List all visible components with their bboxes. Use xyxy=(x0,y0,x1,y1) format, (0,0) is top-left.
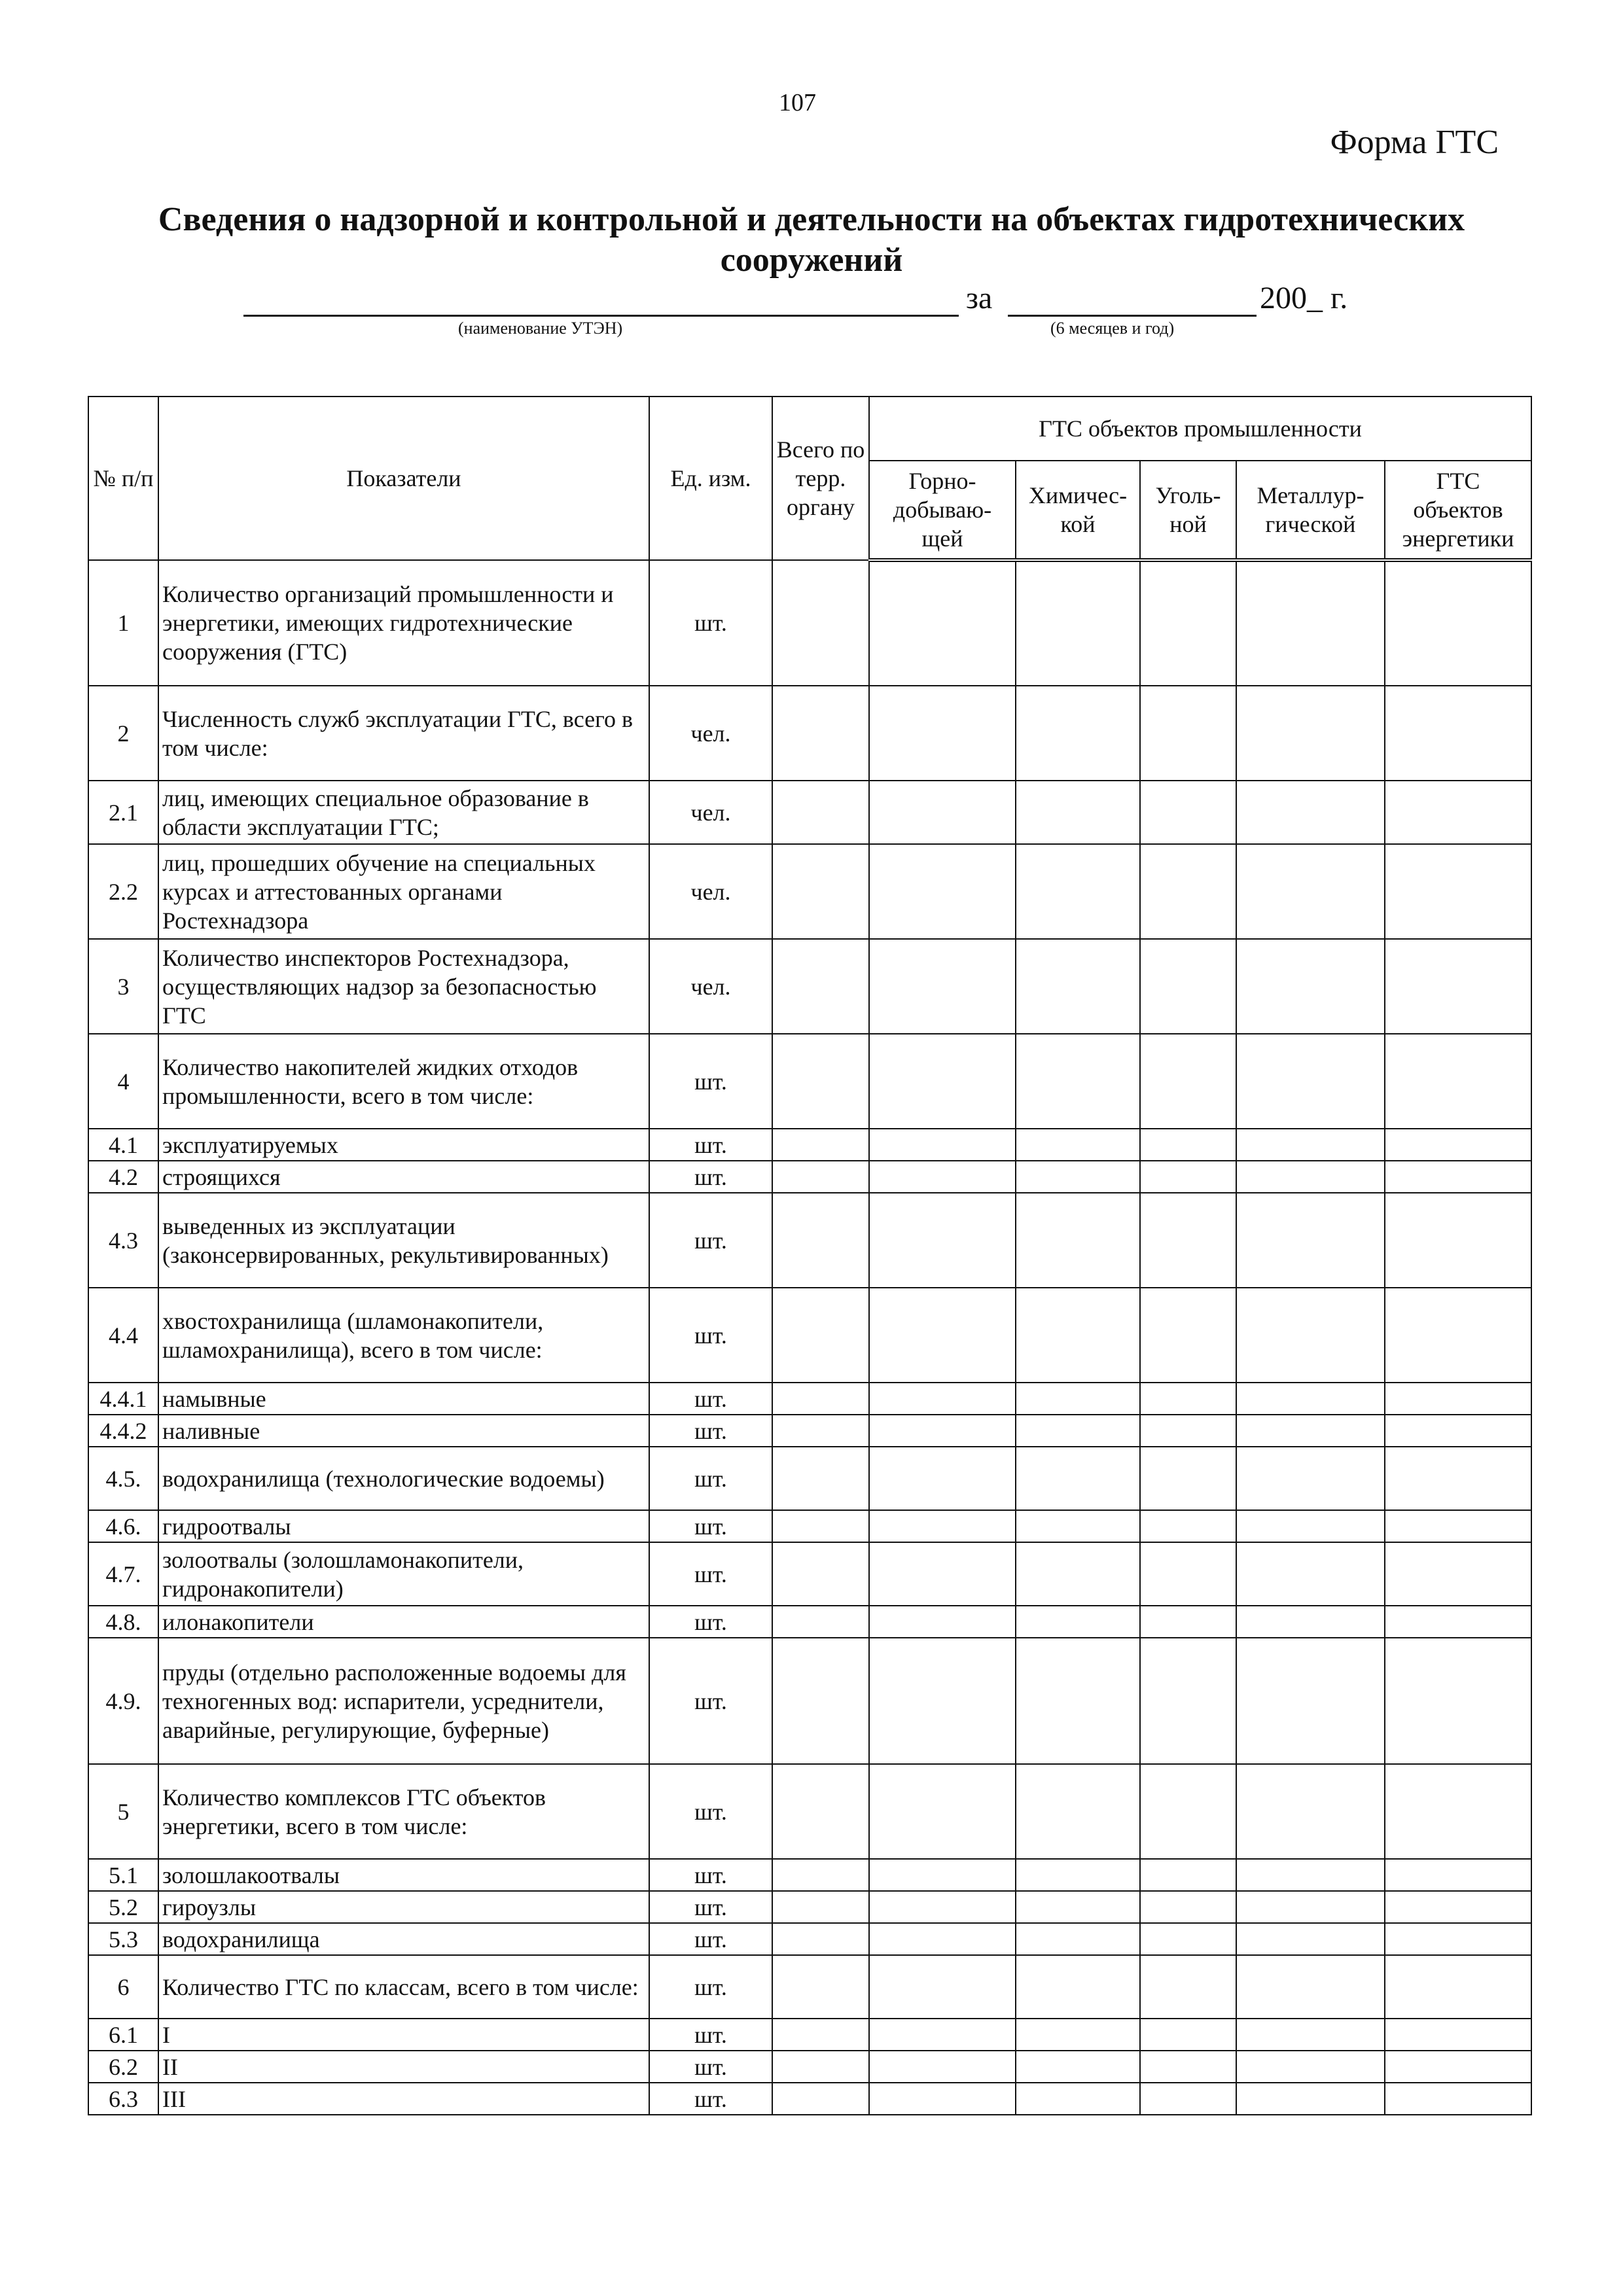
cell-mining[interactable] xyxy=(869,1193,1016,1288)
header-industry-group: ГТС объектов промышленности xyxy=(869,397,1531,461)
table-row xyxy=(88,1859,1531,1891)
cell-coal[interactable] xyxy=(1140,1955,1236,2019)
cell-coal[interactable] xyxy=(1140,2019,1236,2051)
cell-mining[interactable] xyxy=(869,2019,1016,2051)
row-number: 3 xyxy=(88,939,158,1034)
cell-chemical[interactable] xyxy=(1016,939,1140,1034)
cell-coal[interactable] xyxy=(1140,1288,1236,1383)
year-label: 200_ г. xyxy=(1260,281,1348,315)
cell-mining[interactable] xyxy=(869,1923,1016,1955)
row-number: 4.9. xyxy=(88,1638,158,1764)
cell-total[interactable] xyxy=(772,2083,869,2115)
table-row xyxy=(88,1638,1531,1764)
header-chemical: Химичес-кой xyxy=(1016,461,1140,560)
cell-metallurgical[interactable] xyxy=(1236,1606,1385,1638)
cell-chemical[interactable] xyxy=(1016,686,1140,781)
cell-mining[interactable] xyxy=(869,1542,1016,1606)
cell-metallurgical[interactable] xyxy=(1236,1510,1385,1542)
cell-chemical[interactable] xyxy=(1016,844,1140,939)
cell-energy[interactable] xyxy=(1385,1955,1531,2019)
row-number: 2.1 xyxy=(88,781,158,844)
cell-energy[interactable] xyxy=(1385,1638,1531,1764)
period-blank xyxy=(1008,315,1257,317)
cell-energy[interactable] xyxy=(1385,1542,1531,1606)
row-indicator: Количество ГТС по классам, всего в том числе: xyxy=(158,1955,649,2019)
row-indicator: Количество накопителей жидких отходов промышленности, всего в том числе: xyxy=(158,1034,649,1129)
row-unit: чел. xyxy=(649,844,772,939)
cell-energy[interactable] xyxy=(1385,1447,1531,1510)
table-row xyxy=(88,1510,1531,1542)
row-indicator: золоотвалы (золошламонакопители, гидронакопители) xyxy=(158,1542,649,1606)
cell-coal[interactable] xyxy=(1140,2083,1236,2115)
cell-coal[interactable] xyxy=(1140,781,1236,844)
cell-coal[interactable] xyxy=(1140,686,1236,781)
cell-energy[interactable] xyxy=(1385,1288,1531,1383)
cell-mining[interactable] xyxy=(869,1955,1016,2019)
cell-coal[interactable] xyxy=(1140,1415,1236,1447)
cell-metallurgical[interactable] xyxy=(1236,1129,1385,1161)
row-unit: шт. xyxy=(649,1193,772,1288)
cell-energy[interactable] xyxy=(1385,1764,1531,1859)
row-unit: шт. xyxy=(649,2051,772,2083)
cell-metallurgical[interactable] xyxy=(1236,1161,1385,1193)
table-row xyxy=(88,1193,1531,1288)
cell-coal[interactable] xyxy=(1140,1923,1236,1955)
cell-coal[interactable] xyxy=(1140,1764,1236,1859)
row-unit: чел. xyxy=(649,781,772,844)
cell-coal[interactable] xyxy=(1140,1891,1236,1923)
row-unit: шт. xyxy=(649,1161,772,1193)
row-unit: шт. xyxy=(649,2019,772,2051)
row-number: 6.3 xyxy=(88,2083,158,2115)
table-row xyxy=(88,1288,1531,1383)
table-row xyxy=(88,2019,1531,2051)
cell-energy[interactable] xyxy=(1385,1383,1531,1415)
cell-energy[interactable] xyxy=(1385,1859,1531,1891)
cell-mining[interactable] xyxy=(869,1161,1016,1193)
cell-metallurgical[interactable] xyxy=(1236,1859,1385,1891)
cell-coal[interactable] xyxy=(1140,1859,1236,1891)
cell-total[interactable] xyxy=(772,2019,869,2051)
cell-coal[interactable] xyxy=(1140,1193,1236,1288)
row-indicator: лиц, прошедших обучение на специальных курсах и аттестованных органами Ростехнадзора xyxy=(158,844,649,939)
table-row xyxy=(88,2083,1531,2115)
cell-total[interactable] xyxy=(772,1383,869,1415)
za-label: за xyxy=(966,281,993,315)
cell-mining[interactable] xyxy=(869,1764,1016,1859)
row-indicator: гироузлы xyxy=(158,1891,649,1923)
cell-metallurgical[interactable] xyxy=(1236,1764,1385,1859)
row-unit: шт. xyxy=(649,1383,772,1415)
cell-mining[interactable] xyxy=(869,686,1016,781)
cell-metallurgical[interactable] xyxy=(1236,1288,1385,1383)
cell-chemical[interactable] xyxy=(1016,1891,1140,1923)
row-unit: шт. xyxy=(649,1129,772,1161)
table-row xyxy=(88,1161,1531,1193)
row-number: 4.1 xyxy=(88,1129,158,1161)
cell-chemical[interactable] xyxy=(1016,1161,1140,1193)
cell-energy[interactable] xyxy=(1385,1891,1531,1923)
cell-chemical[interactable] xyxy=(1016,1447,1140,1510)
row-unit: шт. xyxy=(649,1891,772,1923)
cell-mining[interactable] xyxy=(869,1859,1016,1891)
table-row xyxy=(88,1129,1531,1161)
cell-coal[interactable] xyxy=(1140,1447,1236,1510)
cell-coal[interactable] xyxy=(1140,1129,1236,1161)
cell-total[interactable] xyxy=(772,1638,869,1764)
row-indicator: илонакопители xyxy=(158,1606,649,1638)
table-row xyxy=(88,1034,1531,1129)
cell-coal[interactable] xyxy=(1140,2051,1236,2083)
cell-chemical[interactable] xyxy=(1016,2051,1140,2083)
page-number: 107 xyxy=(779,89,816,116)
row-number: 5 xyxy=(88,1764,158,1859)
row-indicator: Количество инспекторов Ростехнадзора, осуществляющих надзор за безопасностью ГТС xyxy=(158,939,649,1034)
row-number: 4.7. xyxy=(88,1542,158,1606)
table-row xyxy=(88,560,1531,686)
table-row xyxy=(88,1955,1531,2019)
row-number: 5.2 xyxy=(88,1891,158,1923)
cell-coal[interactable] xyxy=(1140,1383,1236,1415)
table-row xyxy=(88,844,1531,939)
cell-metallurgical[interactable] xyxy=(1236,1955,1385,2019)
cell-total[interactable] xyxy=(772,1129,869,1161)
row-number: 2.2 xyxy=(88,844,158,939)
cell-metallurgical[interactable] xyxy=(1236,1638,1385,1764)
row-number: 1 xyxy=(88,560,158,686)
row-unit: шт. xyxy=(649,1288,772,1383)
row-indicator: Численность служб эксплуатации ГТС, всего в том числе: xyxy=(158,686,649,781)
cell-chemical[interactable] xyxy=(1016,1383,1140,1415)
row-unit: шт. xyxy=(649,2083,772,2115)
table-row xyxy=(88,1383,1531,1415)
cell-coal[interactable] xyxy=(1140,1542,1236,1606)
cell-total[interactable] xyxy=(772,1891,869,1923)
cell-mining[interactable] xyxy=(869,939,1016,1034)
form-label: Форма ГТС xyxy=(1330,124,1499,161)
cell-energy[interactable] xyxy=(1385,2083,1531,2115)
cell-chemical[interactable] xyxy=(1016,1129,1140,1161)
cell-energy[interactable] xyxy=(1385,844,1531,939)
row-number: 4.3 xyxy=(88,1193,158,1288)
row-indicator: II xyxy=(158,2051,649,2083)
row-indicator: Количество организаций промышленности и энергетики, имеющих гидротехнические сооружения (ГТС) xyxy=(158,560,649,686)
cell-total[interactable] xyxy=(772,939,869,1034)
cell-energy[interactable] xyxy=(1385,1129,1531,1161)
cell-chemical[interactable] xyxy=(1016,1034,1140,1129)
cell-metallurgical[interactable] xyxy=(1236,1923,1385,1955)
cell-energy[interactable] xyxy=(1385,1193,1531,1288)
cell-total[interactable] xyxy=(772,686,869,781)
row-indicator: лиц, имеющих специальное образование в области эксплуатации ГТС; xyxy=(158,781,649,844)
document-title xyxy=(105,200,1518,281)
cell-energy[interactable] xyxy=(1385,1161,1531,1193)
row-indicator: выведенных из эксплуатации (законсервированных, рекультивированных) xyxy=(158,1193,649,1288)
header-energy: ГТС объектов энергетики xyxy=(1385,461,1531,560)
cell-chemical[interactable] xyxy=(1016,1923,1140,1955)
row-number: 2 xyxy=(88,686,158,781)
cell-coal[interactable] xyxy=(1140,1510,1236,1542)
cell-total[interactable] xyxy=(772,1859,869,1891)
cell-metallurgical[interactable] xyxy=(1236,2083,1385,2115)
header-mining: Горно-добываю-щей xyxy=(869,461,1016,560)
row-indicator: III xyxy=(158,2083,649,2115)
row-unit: шт. xyxy=(649,1447,772,1510)
cell-chemical[interactable] xyxy=(1016,1510,1140,1542)
row-number: 5.3 xyxy=(88,1923,158,1955)
cell-metallurgical[interactable] xyxy=(1236,1415,1385,1447)
cell-mining[interactable] xyxy=(869,844,1016,939)
form-body xyxy=(88,560,1531,2115)
title-line-2: сооружений xyxy=(720,241,903,279)
row-number: 4.6. xyxy=(88,1510,158,1542)
row-unit: шт. xyxy=(649,560,772,686)
org-name-caption: (наименование УТЭН) xyxy=(458,319,623,338)
header-metallurgical: Металлур-гической xyxy=(1236,461,1385,560)
cell-mining[interactable] xyxy=(869,1447,1016,1510)
cell-mining[interactable] xyxy=(869,1891,1016,1923)
cell-chemical[interactable] xyxy=(1016,1859,1140,1891)
table-row xyxy=(88,1606,1531,1638)
cell-mining[interactable] xyxy=(869,1606,1016,1638)
cell-energy[interactable] xyxy=(1385,1923,1531,1955)
cell-total[interactable] xyxy=(772,1161,869,1193)
cell-chemical[interactable] xyxy=(1016,1638,1140,1764)
cell-chemical[interactable] xyxy=(1016,781,1140,844)
table-row xyxy=(88,1542,1531,1606)
table-row xyxy=(88,939,1531,1034)
header-coal: Уголь-ной xyxy=(1140,461,1236,560)
row-indicator: I xyxy=(158,2019,649,2051)
row-indicator: хвостохранилища (шламонакопители, шламохранилища), всего в том числе: xyxy=(158,1288,649,1383)
row-unit: шт. xyxy=(649,1859,772,1891)
row-indicator: эксплуатируемых xyxy=(158,1129,649,1161)
cell-chemical[interactable] xyxy=(1016,1193,1140,1288)
cell-chemical[interactable] xyxy=(1016,1542,1140,1606)
cell-metallurgical[interactable] xyxy=(1236,2019,1385,2051)
cell-chemical[interactable] xyxy=(1016,1955,1140,2019)
header-total: Всего по терр. органу xyxy=(772,397,869,560)
cell-mining[interactable] xyxy=(869,1510,1016,1542)
cell-energy[interactable] xyxy=(1385,781,1531,844)
row-indicator: водохранилища xyxy=(158,1923,649,1955)
cell-mining[interactable] xyxy=(869,560,1016,686)
cell-mining[interactable] xyxy=(869,1034,1016,1129)
row-indicator: гидроотвалы xyxy=(158,1510,649,1542)
cell-mining[interactable] xyxy=(869,1288,1016,1383)
form-table xyxy=(88,396,1532,2115)
table-row xyxy=(88,1447,1531,1510)
cell-mining[interactable] xyxy=(869,1383,1016,1415)
cell-total[interactable] xyxy=(772,1193,869,1288)
cell-total[interactable] xyxy=(772,1288,869,1383)
row-unit: шт. xyxy=(649,1638,772,1764)
cell-metallurgical[interactable] xyxy=(1236,1034,1385,1129)
cell-total[interactable] xyxy=(772,1923,869,1955)
cell-metallurgical[interactable] xyxy=(1236,781,1385,844)
cell-total[interactable] xyxy=(772,1034,869,1129)
cell-metallurgical[interactable] xyxy=(1236,2051,1385,2083)
cell-metallurgical[interactable] xyxy=(1236,1891,1385,1923)
cell-metallurgical[interactable] xyxy=(1236,1193,1385,1288)
cell-total[interactable] xyxy=(772,781,869,844)
row-unit: шт. xyxy=(649,1415,772,1447)
cell-coal[interactable] xyxy=(1140,1638,1236,1764)
table-row xyxy=(88,686,1531,781)
table-row xyxy=(88,781,1531,844)
cell-metallurgical[interactable] xyxy=(1236,939,1385,1034)
cell-chemical[interactable] xyxy=(1016,2019,1140,2051)
cell-total[interactable] xyxy=(772,1955,869,2019)
cell-energy[interactable] xyxy=(1385,939,1531,1034)
cell-coal[interactable] xyxy=(1140,560,1236,686)
table-row xyxy=(88,1764,1531,1859)
period-caption: (6 месяцев и год) xyxy=(1050,319,1175,338)
row-indicator: водохранилища (технологические водоемы) xyxy=(158,1447,649,1510)
title-line-1: Сведения о надзорной и контрольной и деятельности на объектах гидротехнических xyxy=(158,201,1465,238)
cell-metallurgical[interactable] xyxy=(1236,1383,1385,1415)
row-number: 4.2 xyxy=(88,1161,158,1193)
row-unit: шт. xyxy=(649,1955,772,2019)
cell-total[interactable] xyxy=(772,1606,869,1638)
cell-chemical[interactable] xyxy=(1016,1764,1140,1859)
table-row xyxy=(88,1923,1531,1955)
row-number: 4.4 xyxy=(88,1288,158,1383)
cell-chemical[interactable] xyxy=(1016,560,1140,686)
row-unit: шт. xyxy=(649,1542,772,1606)
cell-mining[interactable] xyxy=(869,1415,1016,1447)
cell-coal[interactable] xyxy=(1140,1161,1236,1193)
row-unit: чел. xyxy=(649,939,772,1034)
row-unit: шт. xyxy=(649,1923,772,1955)
cell-total[interactable] xyxy=(772,2051,869,2083)
cell-energy[interactable] xyxy=(1385,1034,1531,1129)
cell-chemical[interactable] xyxy=(1016,1288,1140,1383)
cell-energy[interactable] xyxy=(1385,2051,1531,2083)
cell-energy[interactable] xyxy=(1385,2019,1531,2051)
row-unit: шт. xyxy=(649,1034,772,1129)
cell-coal[interactable] xyxy=(1140,844,1236,939)
row-indicator: Количество комплексов ГТС объектов энергетики, всего в том числе: xyxy=(158,1764,649,1859)
cell-total[interactable] xyxy=(772,1542,869,1606)
row-number: 4 xyxy=(88,1034,158,1129)
cell-total[interactable] xyxy=(772,1447,869,1510)
cell-coal[interactable] xyxy=(1140,1606,1236,1638)
row-indicator: намывные xyxy=(158,1383,649,1415)
subtitle-line xyxy=(0,278,1623,337)
row-indicator: строящихся xyxy=(158,1161,649,1193)
header-indicator: Показатели xyxy=(158,397,649,560)
cell-total[interactable] xyxy=(772,844,869,939)
row-number: 4.8. xyxy=(88,1606,158,1638)
cell-coal[interactable] xyxy=(1140,1034,1236,1129)
cell-energy[interactable] xyxy=(1385,1606,1531,1638)
org-name-blank xyxy=(243,315,959,317)
row-number: 5.1 xyxy=(88,1859,158,1891)
cell-energy[interactable] xyxy=(1385,560,1531,686)
cell-total[interactable] xyxy=(772,1415,869,1447)
cell-total[interactable] xyxy=(772,1510,869,1542)
cell-chemical[interactable] xyxy=(1016,2083,1140,2115)
cell-total[interactable] xyxy=(772,1764,869,1859)
cell-energy[interactable] xyxy=(1385,1510,1531,1542)
table-row xyxy=(88,1891,1531,1923)
row-number: 4.4.2 xyxy=(88,1415,158,1447)
cell-metallurgical[interactable] xyxy=(1236,560,1385,686)
cell-mining[interactable] xyxy=(869,2083,1016,2115)
row-unit: шт. xyxy=(649,1606,772,1638)
cell-mining[interactable] xyxy=(869,781,1016,844)
row-indicator: пруды (отдельно расположенные водоемы для техногенных вод: испарители, усреднители, аварийные, регулирующие, буферные) xyxy=(158,1638,649,1764)
table-row xyxy=(88,1415,1531,1447)
cell-coal[interactable] xyxy=(1140,939,1236,1034)
table-row xyxy=(88,2051,1531,2083)
header-unit: Ед. изм. xyxy=(649,397,772,560)
cell-mining[interactable] xyxy=(869,2051,1016,2083)
cell-metallurgical[interactable] xyxy=(1236,1447,1385,1510)
cell-metallurgical[interactable] xyxy=(1236,686,1385,781)
row-unit: шт. xyxy=(649,1510,772,1542)
cell-mining[interactable] xyxy=(869,1638,1016,1764)
row-indicator: золошлакоотвалы xyxy=(158,1859,649,1891)
cell-energy[interactable] xyxy=(1385,686,1531,781)
cell-total[interactable] xyxy=(772,560,869,686)
cell-chemical[interactable] xyxy=(1016,1606,1140,1638)
row-number: 4.5. xyxy=(88,1447,158,1510)
cell-chemical[interactable] xyxy=(1016,1415,1140,1447)
row-unit: шт. xyxy=(649,1764,772,1859)
cell-mining[interactable] xyxy=(869,1129,1016,1161)
cell-metallurgical[interactable] xyxy=(1236,1542,1385,1606)
row-number: 4.4.1 xyxy=(88,1383,158,1415)
cell-metallurgical[interactable] xyxy=(1236,844,1385,939)
row-indicator: наливные xyxy=(158,1415,649,1447)
header-num: № п/п xyxy=(88,397,158,560)
row-number: 6.1 xyxy=(88,2019,158,2051)
row-number: 6 xyxy=(88,1955,158,2019)
row-number: 6.2 xyxy=(88,2051,158,2083)
cell-energy[interactable] xyxy=(1385,1415,1531,1447)
row-unit: чел. xyxy=(649,686,772,781)
